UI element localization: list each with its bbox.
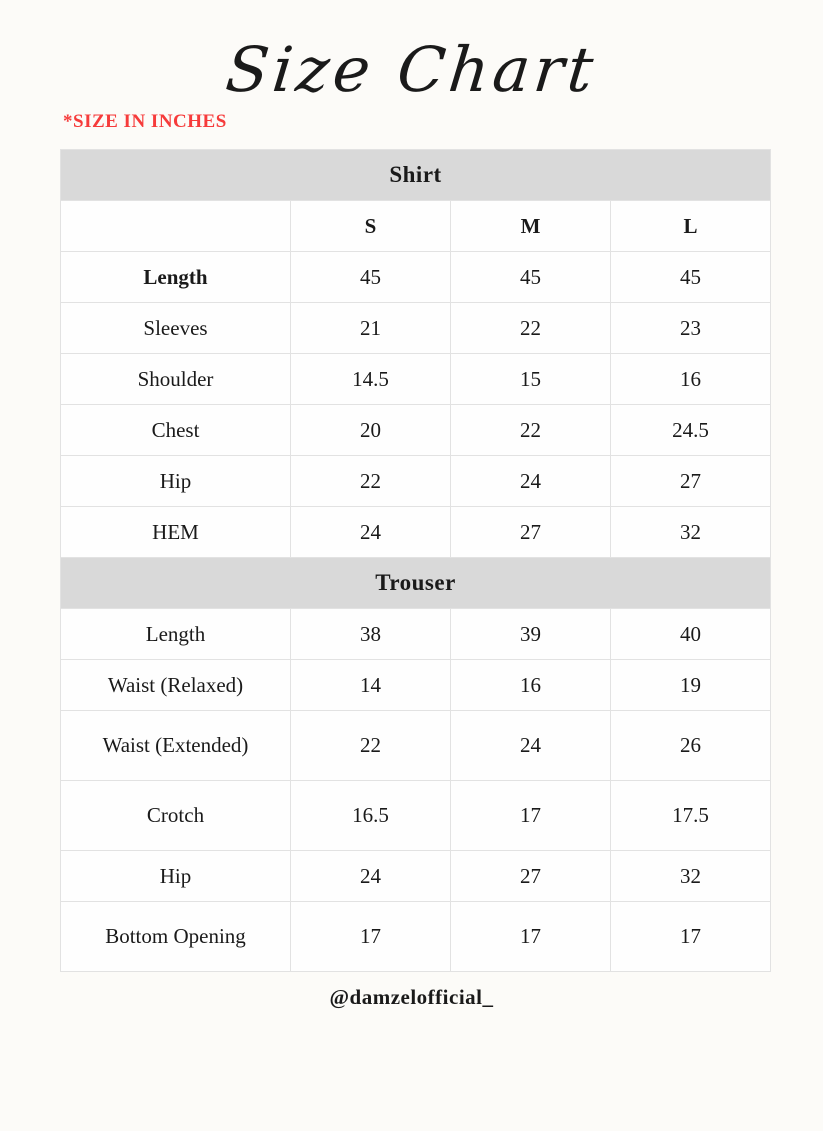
table-row <box>61 902 771 972</box>
value-s: 24 <box>291 851 451 902</box>
section-header-label: Shirt <box>61 150 771 201</box>
value-s: 21 <box>291 303 451 354</box>
value-m: 24 <box>451 711 611 781</box>
size-column-l: L <box>611 201 771 252</box>
value-l: 17.5 <box>611 781 771 851</box>
value-s: 38 <box>291 609 451 660</box>
value-l: 27 <box>611 456 771 507</box>
table-row <box>61 456 771 507</box>
value-m: 17 <box>451 781 611 851</box>
section-header-label: Trouser <box>61 558 771 609</box>
value-l: 17 <box>611 902 771 972</box>
value-l: 40 <box>611 609 771 660</box>
page-title: Size Chart <box>222 33 601 106</box>
instagram-handle: @damzelofficial_ <box>329 985 494 1010</box>
units-note: *SIZE IN INCHES <box>63 111 227 133</box>
table-row <box>61 405 771 456</box>
size-table <box>60 149 771 972</box>
size-chart-page <box>0 34 823 1131</box>
measurement-label: Waist (Extended) <box>61 711 291 781</box>
section-header-shirt <box>61 150 771 201</box>
measurement-label: HEM <box>61 507 291 558</box>
size-column-s: S <box>291 201 451 252</box>
value-l: 32 <box>611 507 771 558</box>
value-l: 23 <box>611 303 771 354</box>
table-row <box>61 660 771 711</box>
value-m: 22 <box>451 303 611 354</box>
measurement-label: Hip <box>61 456 291 507</box>
value-s: 20 <box>291 405 451 456</box>
value-s: 22 <box>291 711 451 781</box>
measurement-label: Crotch <box>61 781 291 851</box>
table-row <box>61 303 771 354</box>
value-m: 45 <box>451 252 611 303</box>
table-row <box>61 609 771 660</box>
measurement-label: Bottom Opening <box>61 902 291 972</box>
value-s: 22 <box>291 456 451 507</box>
value-m: 27 <box>451 507 611 558</box>
value-s: 16.5 <box>291 781 451 851</box>
measurement-label: Waist (Relaxed) <box>61 660 291 711</box>
value-s: 14 <box>291 660 451 711</box>
value-l: 16 <box>611 354 771 405</box>
value-m: 39 <box>451 609 611 660</box>
value-m: 24 <box>451 456 611 507</box>
measurement-label: Chest <box>61 405 291 456</box>
measurement-label: Length <box>61 609 291 660</box>
size-column-m: M <box>451 201 611 252</box>
table-row <box>61 507 771 558</box>
table-row <box>61 781 771 851</box>
value-l: 32 <box>611 851 771 902</box>
value-m: 27 <box>451 851 611 902</box>
section-header-trouser <box>61 558 771 609</box>
table-row <box>61 711 771 781</box>
value-s: 45 <box>291 252 451 303</box>
empty-corner-cell <box>61 201 291 252</box>
table-row <box>61 252 771 303</box>
value-l: 24.5 <box>611 405 771 456</box>
value-m: 15 <box>451 354 611 405</box>
measurement-label: Length <box>61 252 291 303</box>
value-m: 17 <box>451 902 611 972</box>
measurement-label: Shoulder <box>61 354 291 405</box>
measurement-label: Sleeves <box>61 303 291 354</box>
table-row <box>61 851 771 902</box>
measurement-label: Hip <box>61 851 291 902</box>
value-s: 17 <box>291 902 451 972</box>
value-s: 24 <box>291 507 451 558</box>
table-row <box>61 354 771 405</box>
size-table-body <box>61 150 771 972</box>
value-m: 22 <box>451 405 611 456</box>
value-s: 14.5 <box>291 354 451 405</box>
size-columns-row <box>61 201 771 252</box>
value-l: 19 <box>611 660 771 711</box>
value-m: 16 <box>451 660 611 711</box>
value-l: 26 <box>611 711 771 781</box>
value-l: 45 <box>611 252 771 303</box>
